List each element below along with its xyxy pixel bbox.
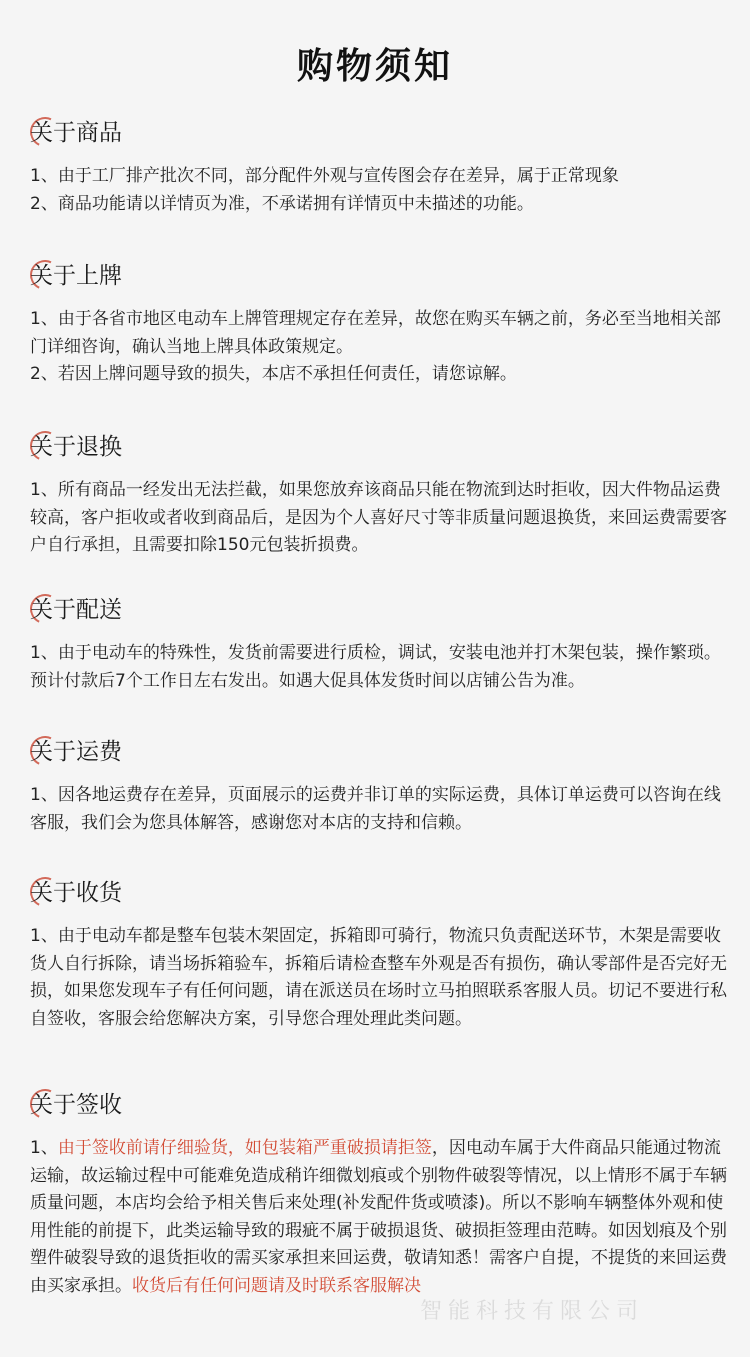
page-title: 购物须知: [296, 46, 453, 87]
highlight-warning: 由于签收前请仔细验货，如包装箱严重破损请拒签: [57, 1138, 432, 1158]
section-paragraph: [30, 1135, 730, 1300]
section-paragraph: 1、由于电动车的特殊性，发货前需要进行质检，调试，安装电池并打木架包装，操作繁琐。预计付款后7个工作日左右发出。如遇大促具体发货时间以店铺公告为准。: [30, 643, 721, 691]
section-product: [30, 113, 730, 218]
section-license: [30, 256, 730, 389]
section-paragraph: 1、由于各省市地区电动车上牌管理规定存在差异，故您在购买车辆之前，务必至当地相关部门详细咨询，确认当地上牌具体政策规定。: [30, 309, 721, 357]
section-receiving: [30, 873, 730, 1033]
section-heading-text: 关于收货: [30, 880, 122, 906]
section-paragraph: 1、所有商品一经发出无法拦截，如果您放弃该商品只能在物流到达时拒收，因大件物品运费较高，客户拒收或者收到商品后，是因为个人喜好尺寸等非质量问题退换货，来回运费需要客户自行承担，且需要扣除150元包装折损费。: [30, 480, 727, 555]
section-delivery: [30, 590, 730, 695]
highlight-warning: 收货后有任何问题请及时联系客服解决: [132, 1275, 421, 1296]
section-heading: [30, 732, 730, 772]
paragraph-body: ，因电动车属于大件商品只能通过物流运输，故运输过程中可能难免造成稍许细微划痕或个别物件破裂等情况，以上情形不属于车辆质量问题，本店均会给予相关售后来处理(补发配件货或喷漆)。所以不影响车辆整体外观和使用性能的前提下，此类运输导致的瑕疵不属于破损退货、破损拒签理由范畴。如因划痕及个别塑件破裂导致的退货拒收的需买家承担来回运费，敬请知悉！需客户自提，不提货的来回运费由买家承担。: [30, 1138, 727, 1296]
section-heading-text: 关于配送: [30, 597, 122, 623]
section-heading-text: 关于运费: [30, 739, 122, 765]
section-heading-text: 关于商品: [30, 120, 122, 146]
section-heading-text: 关于上牌: [30, 263, 122, 289]
section-signing: [30, 1085, 730, 1300]
section-heading: [30, 1085, 730, 1125]
watermark: 智能科技有限公司: [420, 1299, 645, 1324]
section-heading: [30, 873, 730, 913]
section-paragraph: 1、因各地运费存在差异，页面展示的运费并非订单的实际运费，具体订单运费可以咨询在线客服，我们会为您具体解答，感谢您对本店的支持和信赖。: [30, 785, 721, 833]
section-heading-text: 关于签收: [30, 1092, 122, 1118]
section-heading: [30, 256, 730, 296]
section-heading: [30, 113, 730, 153]
paragraph-prefix: 1、: [30, 1138, 58, 1158]
section-paragraph: 2、商品功能请以详情页为准，不承诺拥有详情页中未描述的功能。: [30, 193, 534, 214]
section-shipping-fee: [30, 732, 730, 837]
section-heading: [30, 427, 730, 467]
section-paragraph: 2、若因上牌问题导致的损失，本店不承担任何责任，请您谅解。: [30, 364, 517, 384]
section-heading: [30, 590, 730, 630]
section-paragraph: 1、由于电动车都是整车包装木架固定，拆箱即可骑行，物流只负责配送环节，木架是需要收货人自行拆除，请当场拆箱验车，拆箱后请检查整车外观是否有损伤，确认零部件是否完好无损，如果您发现车子有任何问题，请在派送员在场时立马拍照联系客服人员。切记不要进行私自签收，客服会给您解决方案，引导您合理处理此类问题。: [30, 926, 727, 1029]
section-paragraph: 1、由于工厂排产批次不同，部分配件外观与宣传图会存在差异，属于正常现象: [30, 166, 619, 186]
section-heading-text: 关于退换: [30, 434, 122, 460]
section-returns: [30, 427, 730, 560]
